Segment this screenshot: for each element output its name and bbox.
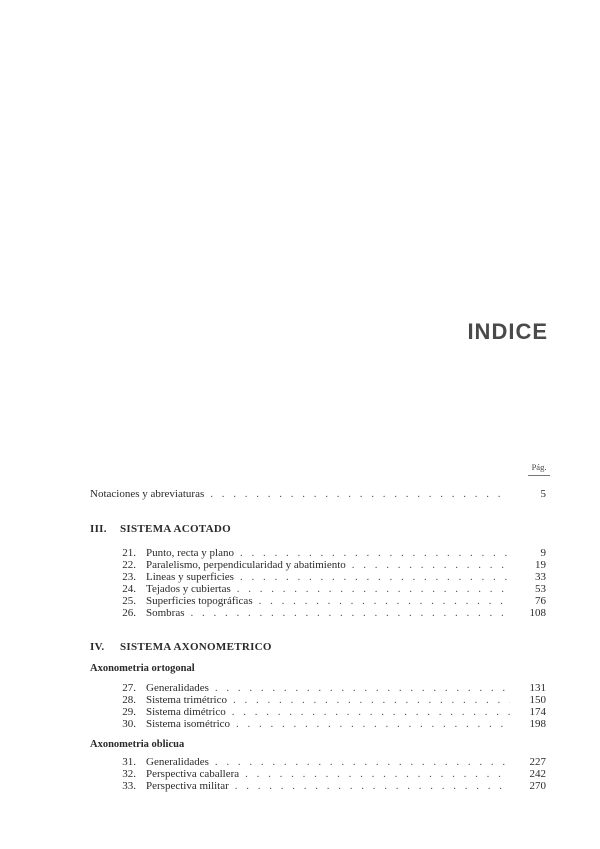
toc-entry-number: 31.	[122, 756, 136, 768]
toc-entry-number: 29.	[122, 706, 136, 718]
toc-entry-page: 5	[540, 488, 546, 500]
toc-entry[interactable]	[110, 694, 546, 706]
toc-entry-label: Sistema isométrico	[146, 718, 231, 730]
toc-entry[interactable]	[110, 682, 546, 694]
toc-entry-number: 28.	[122, 694, 136, 706]
part-heading-iv	[90, 641, 272, 653]
toc-entry-number: 26.	[122, 607, 136, 619]
toc-entry[interactable]	[110, 595, 546, 607]
toc-entry-label: Sistema trimétrico	[146, 694, 227, 706]
toc-entry-page: 131	[529, 682, 546, 694]
toc-entry-notaciones[interactable]	[90, 488, 546, 500]
leader-dots	[232, 706, 510, 718]
part-title: SISTEMA AXONOMETRICO	[120, 641, 272, 653]
toc-entry-number: 27.	[122, 682, 136, 694]
leader-dots	[240, 547, 510, 559]
toc-entry-label: Paralelismo, perpendicularidad y abatimiento	[146, 559, 346, 571]
toc-entry-label: Generalidades	[146, 756, 209, 768]
toc-entry-label: Generalidades	[146, 682, 209, 694]
toc-entry-label: Superficies topográficas	[146, 595, 253, 607]
toc-entry-page: 198	[529, 718, 546, 730]
page-title: INDICE	[467, 319, 548, 344]
toc-entry-number: 22.	[122, 559, 136, 571]
toc-entry[interactable]	[110, 571, 546, 583]
page-column-rule	[528, 475, 550, 476]
subsection-heading: Axonometria oblicua	[90, 739, 185, 750]
toc-entry-number: 25.	[122, 595, 136, 607]
toc-entry[interactable]	[110, 547, 546, 559]
toc-entry[interactable]	[110, 756, 546, 768]
part-roman: IV.	[90, 641, 105, 653]
leader-dots	[235, 780, 510, 792]
toc-entry-page: 76	[535, 595, 546, 607]
toc-entry[interactable]	[110, 768, 546, 780]
toc-entry[interactable]	[110, 706, 546, 718]
subsection-heading: Axonometria ortogonal	[90, 663, 195, 674]
toc-entry-page: 53	[535, 583, 546, 595]
leader-dots	[259, 595, 510, 607]
toc-entry-number: 33.	[122, 780, 136, 792]
toc-entry-page: 227	[529, 756, 546, 768]
leader-dots	[245, 768, 510, 780]
toc-entry-number: 21.	[122, 547, 136, 559]
page-column-label: Pág.	[531, 462, 547, 472]
toc-entry-label: Sombras	[146, 607, 185, 619]
toc-entry[interactable]	[110, 718, 546, 730]
leader-dots	[233, 694, 510, 706]
toc-entry[interactable]	[110, 583, 546, 595]
leader-dots	[240, 571, 510, 583]
toc-entry[interactable]	[110, 607, 546, 619]
part-title: SISTEMA ACOTADO	[120, 523, 231, 535]
toc-entry-number: 23.	[122, 571, 136, 583]
toc-entry[interactable]	[110, 559, 546, 571]
part-heading-iii	[90, 523, 231, 535]
leader-dots	[352, 559, 510, 571]
leader-dots	[215, 756, 510, 768]
leader-dots	[237, 583, 510, 595]
toc-entry-label: Tejados y cubiertas	[146, 583, 231, 595]
toc-entry-number: 24.	[122, 583, 136, 595]
toc-entry-page: 150	[529, 694, 546, 706]
toc-entry-number: 30.	[122, 718, 136, 730]
leader-dots	[236, 718, 510, 730]
toc-entry-page: 242	[529, 768, 546, 780]
toc-entry-page: 33	[535, 571, 546, 583]
toc-entry-label: Perspectiva militar	[146, 780, 229, 792]
toc-entry-label: Sistema dimétrico	[146, 706, 226, 718]
toc-entry-page: 108	[529, 607, 546, 619]
toc-entry-label: Perspectiva caballera	[146, 768, 240, 780]
toc-entry-page: 9	[540, 547, 546, 559]
leader-dots	[191, 607, 511, 619]
toc-entry[interactable]	[110, 780, 546, 792]
leader-dots	[215, 682, 510, 694]
leader-dots	[210, 488, 510, 500]
part-roman: III.	[90, 523, 107, 535]
toc-entry-page: 19	[535, 559, 546, 571]
page-column-header	[528, 462, 550, 476]
toc-entry-page: 174	[529, 706, 546, 718]
toc-entry-label: Lineas y superficies	[146, 571, 234, 583]
toc-entry-page: 270	[529, 780, 546, 792]
toc-entry-number: 32.	[122, 768, 136, 780]
toc-entry-label: Notaciones y abreviaturas	[90, 488, 205, 500]
toc-entry-label: Punto, recta y plano	[146, 547, 234, 559]
